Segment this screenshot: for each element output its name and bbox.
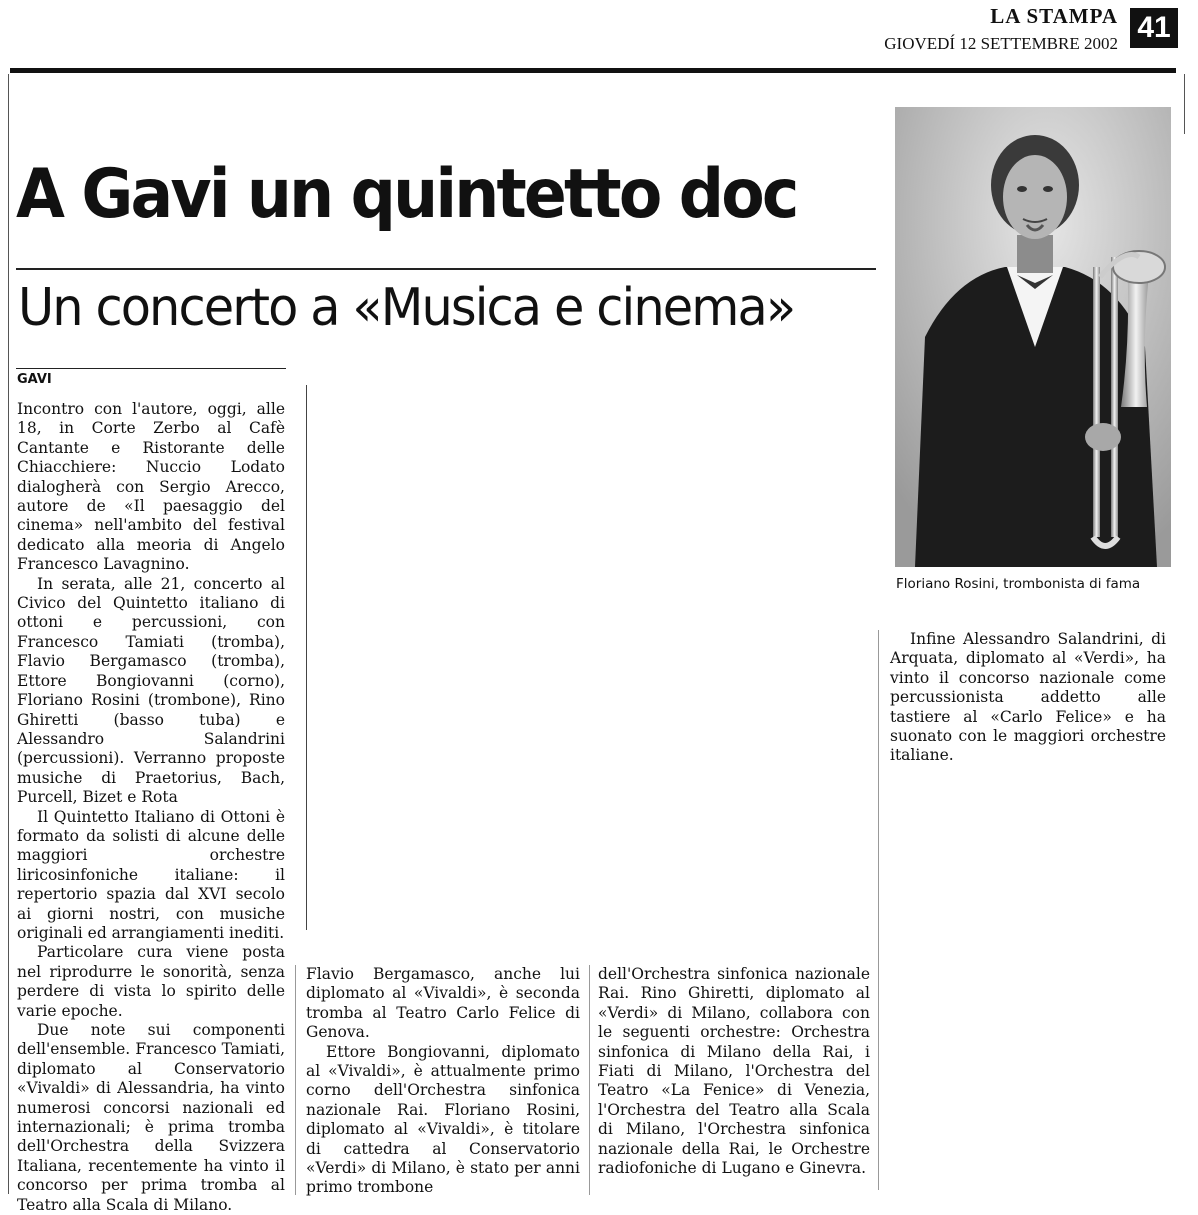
paragraph: In serata, alle 21, concerto al Civico del Quintetto italiano di ottoni e percussioni, con Francesco Tamiati (tromba), Flavio Bergamasco (tromba), Ettore Bongiovanni (corno), Floriano Rosini (trombone), Rino Ghiretti (basso tuba) e Alessandro Salandrini (percussioni). Verranno proposte musiche di Praetorius, Bach, Purcell, Bizet e Rota <box>17 574 285 807</box>
article-column-4 <box>890 630 1166 766</box>
article-column-2 <box>306 965 580 1198</box>
dateline: GAVI <box>17 372 52 387</box>
paragraph: Flavio Bergamasco, anche lui diplomato al «Vivaldi», è seconda tromba al Teatro Carlo Felice di Genova. <box>306 965 580 1042</box>
dateline-rule <box>16 368 286 369</box>
column-divider <box>295 965 296 1195</box>
column-divider <box>306 385 307 930</box>
paragraph: Due note sui componenti dell'ensemble. Francesco Tamiati, diplomato al Conservatorio «Vivaldi» di Alessandria, ha vinto numerosi concorsi nazionali ed internazionali; è prima tromba dell'Orchestra della Svizzera Italiana, recentemente ha vinto il concorso per prima tromba al Teatro alla Scala di Milano. <box>17 1021 285 1214</box>
left-border <box>8 74 9 1194</box>
photo-caption: Floriano Rosini, trombonista di fama <box>896 576 1141 592</box>
headline: A Gavi un quintetto doc <box>16 155 797 234</box>
column-divider <box>878 630 879 1190</box>
paragraph: Il Quintetto Italiano di Ottoni è formato da solisti di alcune delle maggiori orchestre liricosinfoniche italiane: il repertorio spazia dal XVI secolo ai giorni nostri, con musiche originali ed arrangiamenti inediti. <box>17 807 285 942</box>
top-rule <box>10 68 1176 73</box>
right-border <box>1184 74 1185 134</box>
article-column-1 <box>17 400 285 1215</box>
issue-date: GIOVEDÍ 12 SETTEMBRE 2002 <box>884 34 1118 53</box>
page-number: 41 <box>1130 8 1178 48</box>
paragraph: Incontro con l'autore, oggi, alle 18, in Corte Zerbo al Cafè Cantante e Ristorante delle Chiacchiere: Nuccio Lodato dialogherà con Sergio Arecco, autore de «Il paesaggio del cinema» nell'ambito del festival dedicato alla meoria di Angelo Francesco Lavagnino. <box>17 400 285 574</box>
column-divider <box>589 965 590 1195</box>
paragraph: Particolare cura viene posta nel riprodurre le sonorità, senza perdere di vista lo spirito delle varie epoche. <box>17 943 285 1020</box>
paragraph: Ettore Bongiovanni, diplomato al «Vivaldi», è attualmente primo corno dell'Orchestra sinfonica nazionale Rai. Floriano Rosini, diplomato al «Vivaldi», è titolare di cattedra al Conservatorio «Verdi» di Milano, è stato per anni primo trombone <box>306 1042 580 1197</box>
paragraph: dell'Orchestra sinfonica nazionale Rai. Rino Ghiretti, diplomato al «Verdi» di Milano, collabora con le seguenti orchestre: Orchestra sinfonica di Milano della Rai, i Fiati di Milano, l'Orchestra del Teatro «La Fenice» di Venezia, l'Orchestra del Teatro alla Scala di Milano, l'Orchestra sinfonica nazionale della Rai, le Orchestre radiofoniche di Lugano e Ginevra. <box>598 965 870 1178</box>
headline-rule <box>16 268 876 270</box>
masthead: LA STAMPA <box>990 4 1118 28</box>
subheadline: Un concerto a «Musica e cinema» <box>18 278 795 338</box>
trombonist-photo <box>895 107 1171 567</box>
article-column-3 <box>598 965 870 1178</box>
paragraph: Infine Alessandro Salandrini, di Arquata, diplomato al «Verdi», ha vinto il concorso nazionale come percussionista addetto alle tastiere al «Carlo Felice» e ha suonato con le maggiori orchestre italiane. <box>890 630 1166 765</box>
